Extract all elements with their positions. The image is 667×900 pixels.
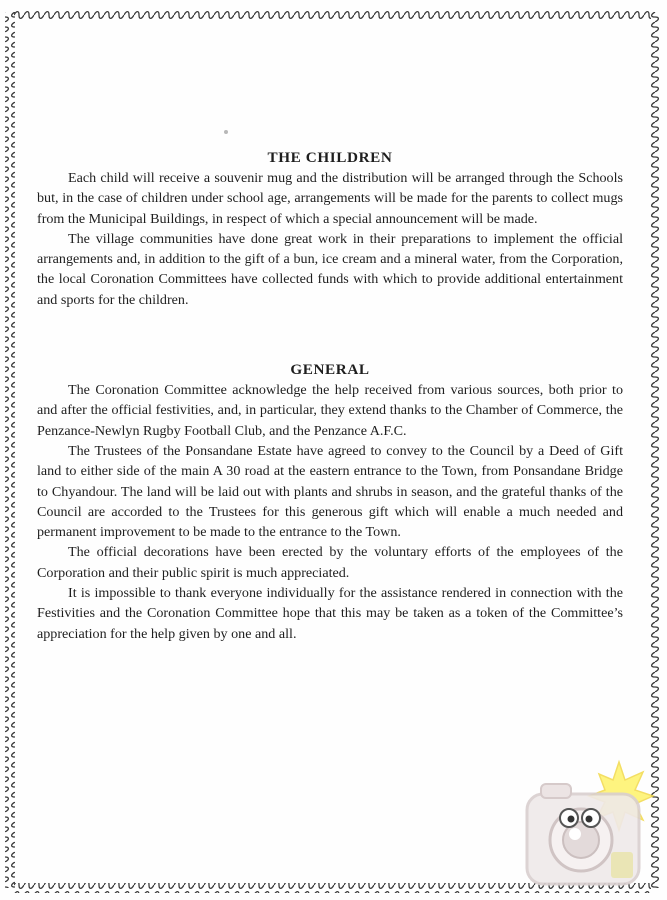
border-top [14,9,651,19]
document-body [37,148,623,644]
general-paragraph-4: It is impossible to thank everyone individually for the assistance rendered in connection with the Festivities and the Coronation Committee hope that this may be taken as a token of the Committee’s appreciation for the help given by one and all. [37,585,623,642]
general-paragraph-3: The official decorations have been erected by the voluntary efforts of the employees of the Corporation and their public spirit is much appreciated. [37,544,623,581]
camera-logo-icon [519,756,657,890]
general-paragraph-2: The Trustees of the Ponsandane Estate have agreed to convey to the Council by a Deed of Gift land to either side of the main A 30 road at the eastern entrance to the Town, from Ponsandane Bridge to Chyandour. The land will be laid out with plants and shrubs in season, and the grateful thanks of the Council are accorded to the Trustees for this generous gift which will enable a much needed and permanent improvement to be made to the entrance to the Town. [37,442,623,541]
heading-the-children: THE CHILDREN [267,149,393,166]
border-left [5,12,15,888]
general-paragraph-1: The Coronation Committee acknowledge the help received from various sources, both prior to and after the official festivities, and, in particular, they extend thanks to the Chamber of Commerce, the Penzance-Newlyn Rugby Football Club, and the Penzance A.F.C. [37,382,623,439]
paper-speck [224,130,228,134]
children-paragraph-1: Each child will receive a souvenir mug and the distribution will be arranged through the Schools but, in the case of children under school age, arrangements will be made for the parents to collect mugs from the Municipal Buildings, in respect of which a special announcement will be made. [37,170,623,227]
children-paragraph-2: The village communities have done great work in their preparations to implement the official arrangements and, in addition to the gift of a bun, ice cream and a mineral water, from the Corporation, the local Coronation Committees have collected funds with which to provide additional entertainment and sports for the children. [37,230,623,308]
heading-general: GENERAL [290,361,370,379]
